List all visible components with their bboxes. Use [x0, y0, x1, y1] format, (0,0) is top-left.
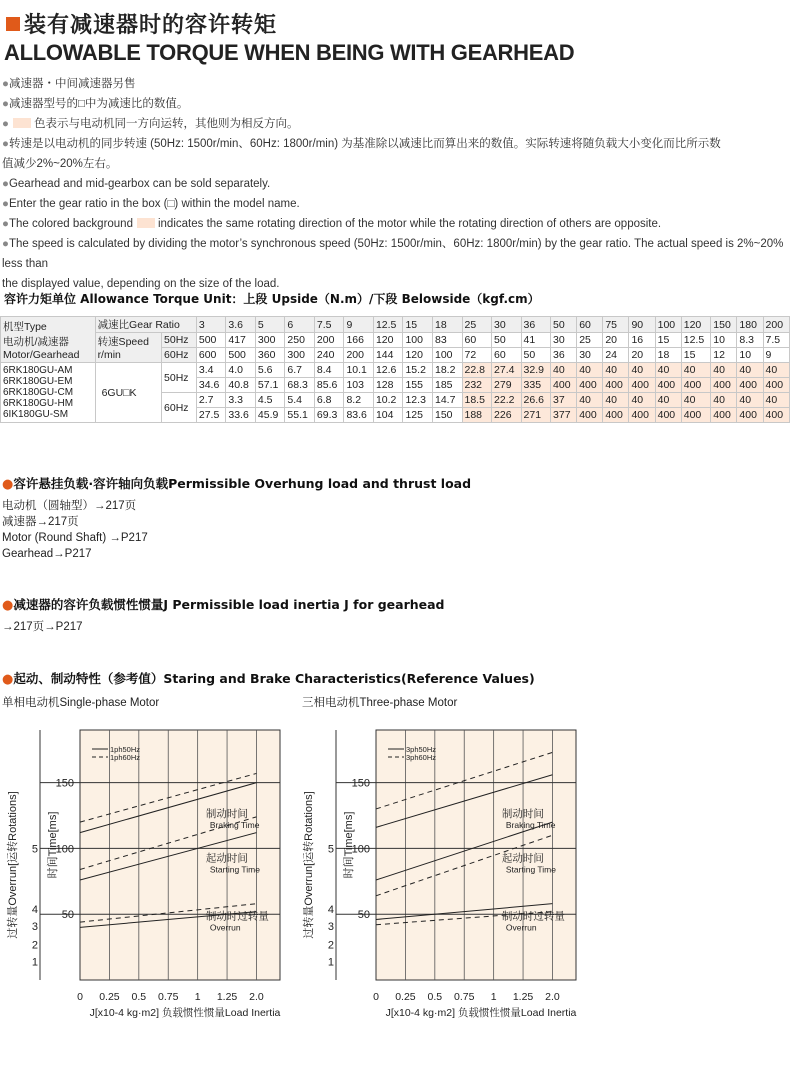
torque-cell: 400 [629, 378, 655, 393]
x-tick-label: 1 [194, 991, 201, 1003]
torque-hz60: 60Hz [162, 393, 197, 423]
speed-cell: 12.5 [681, 333, 711, 348]
y-axis-title: 时间Time[ms] [343, 811, 355, 879]
y-tick-label: 50 [357, 909, 370, 922]
single-phase-label: 单相电动机Single-phase Motor [2, 697, 160, 709]
speed-cell: 300 [285, 348, 315, 363]
x-axis-title: J[x10-4 kg·m2] 负载惯性惯量Load Inertia [385, 1007, 577, 1019]
type-header: 机型Type 电动机/减速器 Motor/Gearhead [1, 317, 96, 363]
y2-axis-title: 过转量Overrun[运转Rotations] [303, 791, 315, 939]
torque-cell: 40 [551, 363, 577, 378]
x-tick-label: 0.75 [454, 991, 475, 1003]
torque-cell: 18.5 [462, 393, 492, 408]
curve-label-en: Overrun [505, 922, 537, 933]
torque-cell: 40 [655, 363, 681, 378]
y2-tick-label: 4 [327, 903, 334, 916]
torque-cell: 103 [344, 378, 374, 393]
speed-cell: 20 [603, 333, 629, 348]
curve-label-cn: 制动时间 [501, 807, 544, 820]
torque-cell: 32.9 [521, 363, 551, 378]
note-3: ● 色表示与电动机同一方向运转，其他则为相反方向。 [2, 118, 299, 130]
x-tick-label: 0 [373, 991, 379, 1003]
torque-cell: 10.2 [373, 393, 403, 408]
model-name: 6RK180GU-AM [3, 365, 73, 376]
speed-cell: 15 [681, 348, 711, 363]
x-tick-label: 1.25 [512, 991, 534, 1003]
ratio-cell: 12.5 [373, 317, 403, 333]
torque-hz50: 50Hz [162, 363, 197, 393]
speed-cell: 240 [314, 348, 344, 363]
torque-cell: 400 [737, 408, 763, 423]
ratio-cell: 3 [196, 317, 226, 333]
x-tick-label: 2.0 [249, 991, 264, 1003]
brake-title: ●起动、制动特性（参考值）Staring and Brake Characteristics(Reference Values) [2, 671, 535, 687]
inertia-ref: →217页→P217 [2, 621, 83, 633]
plot-area [80, 730, 280, 980]
y-tick-label: 150 [351, 777, 370, 790]
speed-cell: 24 [603, 348, 629, 363]
y2-tick-label: 4 [31, 903, 38, 916]
x-tick-label: 1 [490, 991, 497, 1003]
torque-cell: 279 [492, 378, 522, 393]
speed-cell: 500 [226, 348, 256, 363]
legend-label: 3ph50Hz [406, 745, 437, 754]
curve-label-en: Starting Time [505, 864, 556, 875]
torque-cell: 34.6 [196, 378, 226, 393]
ratio-cell: 100 [655, 317, 681, 333]
ratio-cell: 18 [432, 317, 462, 333]
x-tick-label: 1.25 [216, 991, 238, 1003]
speed-cell: 200 [344, 348, 374, 363]
ratio-cell: 150 [711, 317, 737, 333]
torque-cell: 4.5 [255, 393, 285, 408]
torque-cell: 14.7 [432, 393, 462, 408]
y2-tick-label: 3 [31, 921, 38, 934]
torque-cell: 226 [492, 408, 522, 423]
ratio-cell: 36 [521, 317, 551, 333]
ratio-cell: 6 [285, 317, 315, 333]
torque-cell: 150 [432, 408, 462, 423]
curve-label-cn: 制动时间 [205, 807, 248, 820]
title-cn-text: 装有减速器时的容许转矩 [24, 13, 278, 38]
torque-cell: 188 [462, 408, 492, 423]
torque-cell: 377 [551, 408, 577, 423]
curve-label-cn: 制动时过转量 [501, 910, 565, 923]
speed-cell: 50 [521, 348, 551, 363]
torque-cell: 26.6 [521, 393, 551, 408]
torque-cell: 40 [603, 393, 629, 408]
y2-tick-label: 2 [31, 939, 38, 952]
overhung-ref-1: 电动机（圆轴型）→217页 [2, 500, 137, 512]
y-tick-label: 150 [55, 777, 74, 790]
torque-cell: 8.2 [344, 393, 374, 408]
legend-label: 1ph60Hz [110, 753, 141, 762]
torque-cell: 40 [577, 363, 603, 378]
torque-cell: 4.0 [226, 363, 256, 378]
torque-cell: 40 [603, 363, 629, 378]
torque-cell: 40 [629, 363, 655, 378]
torque-cell: 45.9 [255, 408, 285, 423]
speed-cell: 600 [196, 348, 226, 363]
page-title-en: ALLOWABLE TORQUE WHEN BEING WITH GEARHEAD [4, 40, 575, 65]
torque-cell: 400 [603, 378, 629, 393]
y2-tick-label: 5 [31, 843, 38, 856]
ratio-cell: 7.5 [314, 317, 344, 333]
overhung-refs [2, 498, 148, 562]
overhung-ref-2: 减速器→217页 [2, 516, 79, 528]
x-tick-label: 0.25 [395, 991, 416, 1003]
speed-cell: 36 [551, 348, 577, 363]
speed-cell: 500 [196, 333, 226, 348]
ratio-cell: 9 [344, 317, 374, 333]
x-tick-label: 0 [77, 991, 83, 1003]
torque-cell: 40 [737, 393, 763, 408]
torque-cell: 155 [403, 378, 433, 393]
curve-label-cn: 起动时间 [501, 852, 544, 865]
title-marker [6, 17, 20, 31]
torque-cell: 400 [655, 408, 681, 423]
single-phase-chart [0, 715, 290, 1040]
ratio-cell: 90 [629, 317, 655, 333]
curve-label-en: Overrun [209, 922, 241, 933]
legend-label: 3ph60Hz [406, 753, 437, 762]
speed-cell: 30 [577, 348, 603, 363]
ratio-cell: 75 [603, 317, 629, 333]
y2-tick-label: 2 [327, 939, 334, 952]
torque-cell: 40 [681, 363, 711, 378]
torque-cell: 400 [655, 378, 681, 393]
speed-cell: 60 [462, 333, 492, 348]
torque-cell: 400 [763, 378, 789, 393]
overhung-title: ●容许悬挂负载·容许轴向负载Permissible Overhung load and thrust load [2, 476, 472, 492]
speed-cell: 10 [737, 348, 763, 363]
torque-cell: 83.6 [344, 408, 374, 423]
speed-hz60: 60Hz [162, 348, 197, 363]
curve-label-en: Starting Time [209, 864, 260, 875]
torque-cell: 400 [551, 378, 577, 393]
torque-cell: 232 [462, 378, 492, 393]
y-tick-label: 100 [55, 843, 74, 856]
torque-cell: 22.2 [492, 393, 522, 408]
three-phase-label: 三相电动机Three-phase Motor [302, 697, 458, 709]
speed-cell: 83 [432, 333, 462, 348]
page-title-cn [6, 8, 277, 39]
ratio-cell: 25 [462, 317, 492, 333]
model-name: 6IK180GU-SM [3, 409, 69, 420]
note-5: ●Gearhead and mid-gearbox can be sold separately. [2, 178, 271, 190]
torque-cell: 5.6 [255, 363, 285, 378]
ratio-cell: 5 [255, 317, 285, 333]
torque-cell: 125 [403, 408, 433, 423]
note-4: ●转速是以电动机的同步转速 (50Hz: 1500r/min、60Hz: 1800r/min) 为基准除以减速比而算出来的数值。实际转速将随负载大小变化而比所示数 值减少2%~20%左右。 [2, 138, 721, 170]
torque-cell: 128 [373, 378, 403, 393]
inertia-title: ●减速器的容许负载惯性惯量J Permissible load inertia J for gearhead [2, 597, 445, 613]
x-tick-label: 0.5 [427, 991, 443, 1003]
torque-cell: 40 [763, 393, 789, 408]
ratio-cell: 60 [577, 317, 603, 333]
torque-cell: 10.1 [344, 363, 374, 378]
curve-label-cn: 起动时间 [205, 852, 248, 865]
color-swatch [13, 118, 31, 128]
x-axis-title: J[x10-4 kg·m2] 负载惯性惯量Load Inertia [89, 1007, 281, 1019]
torque-cell: 40 [711, 393, 737, 408]
curve-label-en: Braking Time [209, 819, 260, 830]
torque-cell: 12.6 [373, 363, 403, 378]
torque-cell: 400 [737, 378, 763, 393]
torque-table [0, 316, 790, 423]
torque-cell: 3.3 [226, 393, 256, 408]
x-tick-label: 0.5 [131, 991, 147, 1003]
ratio-cell: 30 [492, 317, 522, 333]
torque-cell: 85.6 [314, 378, 344, 393]
torque-cell: 6.7 [285, 363, 315, 378]
speed-cell: 15 [655, 333, 681, 348]
curve-label-en: Braking Time [505, 819, 556, 830]
model-name: 6RK180GU-HM [3, 398, 74, 409]
models-cell [1, 363, 96, 423]
y2-tick-label: 1 [327, 956, 334, 969]
y2-tick-label: 5 [327, 843, 334, 856]
color-swatch [137, 218, 155, 228]
torque-cell: 40 [681, 393, 711, 408]
speed-cell: 12 [711, 348, 737, 363]
torque-cell: 335 [521, 378, 551, 393]
torque-cell: 6.8 [314, 393, 344, 408]
speed-cell: 50 [492, 333, 522, 348]
torque-cell: 27.4 [492, 363, 522, 378]
speed-cell: 72 [462, 348, 492, 363]
speed-cell: 20 [629, 348, 655, 363]
y-axis-title: 时间Time[ms] [47, 811, 59, 879]
speed-cell: 9 [763, 348, 789, 363]
x-tick-label: 2.0 [545, 991, 560, 1003]
speed-cell: 8.3 [737, 333, 763, 348]
speed-cell: 30 [551, 333, 577, 348]
speed-hz50: 50Hz [162, 333, 197, 348]
speed-cell: 200 [314, 333, 344, 348]
torque-cell: 400 [629, 408, 655, 423]
speed-cell: 100 [403, 333, 433, 348]
speed-cell: 250 [285, 333, 315, 348]
torque-cell: 40 [655, 393, 681, 408]
torque-cell: 57.1 [255, 378, 285, 393]
y2-tick-label: 1 [31, 956, 38, 969]
y2-tick-label: 3 [327, 921, 334, 934]
ratio-cell: 200 [763, 317, 789, 333]
note-6: ●Enter the gear ratio in the box (□) within the model name. [2, 198, 300, 210]
speed-cell: 166 [344, 333, 374, 348]
note-2: ●减速器型号的□中为减速比的数值。 [2, 98, 189, 110]
ratio-cell: 50 [551, 317, 577, 333]
model-name: 6RK180GU-CM [3, 387, 74, 398]
speed-cell: 16 [629, 333, 655, 348]
torque-cell: 185 [432, 378, 462, 393]
torque-cell: 15.2 [403, 363, 433, 378]
note-1: ●减速器・中间减速器另售 [2, 78, 136, 90]
speed-cell: 18 [655, 348, 681, 363]
torque-cell: 400 [577, 378, 603, 393]
torque-cell: 400 [711, 408, 737, 423]
torque-cell: 5.4 [285, 393, 315, 408]
ratio-cell: 3.6 [226, 317, 256, 333]
torque-cell: 37 [551, 393, 577, 408]
torque-cell: 400 [763, 408, 789, 423]
y-tick-label: 100 [351, 843, 370, 856]
torque-cell: 40 [737, 363, 763, 378]
ratio-header: 减速比Gear Ratio [95, 317, 196, 333]
plot-area [376, 730, 576, 980]
model-name: 6RK180GU-EM [3, 376, 73, 387]
torque-cell: 40.8 [226, 378, 256, 393]
torque-cell: 400 [577, 408, 603, 423]
torque-cell: 40 [711, 363, 737, 378]
ratio-cell: 15 [403, 317, 433, 333]
torque-cell: 3.4 [196, 363, 226, 378]
y-tick-label: 50 [61, 909, 74, 922]
speed-cell: 10 [711, 333, 737, 348]
torque-cell: 400 [681, 408, 711, 423]
note-8: ●The speed is calculated by dividing the motor’s synchronous speed (50Hz: 1500r/min、60Hz: 1800r/min) by the gear ratio. The actual speed is 2%~20% less than the displayed value, depending on the size of the load. [2, 238, 784, 290]
torque-cell: 27.5 [196, 408, 226, 423]
torque-cell: 68.3 [285, 378, 315, 393]
speed-cell: 25 [577, 333, 603, 348]
torque-cell: 40 [763, 363, 789, 378]
speed-cell: 41 [521, 333, 551, 348]
torque-cell: 8.4 [314, 363, 344, 378]
ratio-cell: 180 [737, 317, 763, 333]
curve-label-cn: 制动时过转量 [205, 910, 269, 923]
speed-header: 转速Speed r/min [95, 333, 161, 363]
torque-cell: 12.3 [403, 393, 433, 408]
torque-cell: 104 [373, 408, 403, 423]
three-phase-chart [296, 715, 586, 1040]
notes-block [2, 74, 794, 294]
torque-cell: 18.2 [432, 363, 462, 378]
torque-cell: 271 [521, 408, 551, 423]
torque-cell: 33.6 [226, 408, 256, 423]
torque-cell: 400 [711, 378, 737, 393]
speed-cell: 120 [403, 348, 433, 363]
torque-cell: 69.3 [314, 408, 344, 423]
speed-cell: 360 [255, 348, 285, 363]
torque-cell: 400 [603, 408, 629, 423]
gearhead-cell: 6GU□K [95, 363, 161, 423]
speed-cell: 100 [432, 348, 462, 363]
overhung-ref-4: Gearhead→P217 [2, 548, 92, 560]
torque-cell: 22.8 [462, 363, 492, 378]
speed-cell: 417 [226, 333, 256, 348]
note-7: ●The colored background indicates the same rotating direction of the motor while the rotating direction of others are opposite. [2, 218, 662, 230]
torque-cell: 40 [629, 393, 655, 408]
overhung-ref-3: Motor (Round Shaft) →P217 [2, 532, 148, 544]
torque-cell: 400 [681, 378, 711, 393]
speed-cell: 300 [255, 333, 285, 348]
torque-cell: 55.1 [285, 408, 315, 423]
legend-label: 1ph50Hz [110, 745, 141, 754]
speed-cell: 7.5 [763, 333, 789, 348]
x-tick-label: 0.75 [158, 991, 179, 1003]
y2-axis-title: 过转量Overrun[运转Rotations] [7, 791, 19, 939]
torque-cell: 40 [577, 393, 603, 408]
speed-cell: 60 [492, 348, 522, 363]
speed-cell: 120 [373, 333, 403, 348]
torque-cell: 2.7 [196, 393, 226, 408]
ratio-cell: 120 [681, 317, 711, 333]
unit-line: 容许力矩单位 Allowance Torque Unit：上段 Upside（N.m）/下段 Belowside（kgf.cm） [4, 292, 540, 306]
speed-cell: 144 [373, 348, 403, 363]
x-tick-label: 0.25 [99, 991, 120, 1003]
